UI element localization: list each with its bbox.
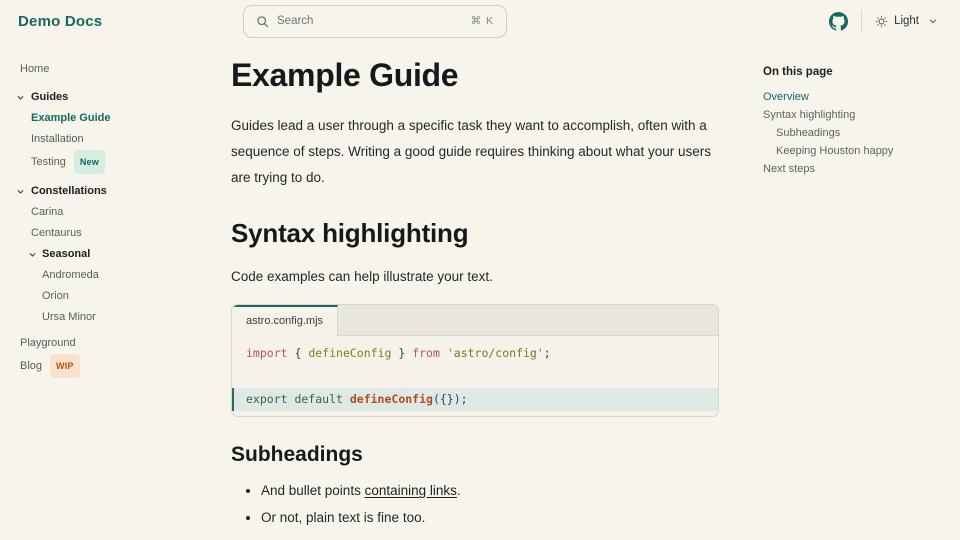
toc-item-overview[interactable]: Overview <box>763 91 809 103</box>
sidebar-item-home[interactable]: Home <box>20 63 50 75</box>
sidebar-group-seasonal[interactable]: Seasonal <box>0 244 231 265</box>
sidebar-item-testing[interactable]: Testing New <box>0 150 231 174</box>
new-badge: New <box>74 150 105 174</box>
sidebar-item-blog[interactable]: Blog WIP <box>0 354 231 378</box>
bullet-item-links: • And bullet points containing links. <box>261 482 719 500</box>
code-line-blank <box>232 365 718 388</box>
github-icon[interactable] <box>829 12 848 31</box>
sidebar-item-centaurus[interactable]: Centaurus <box>31 227 82 239</box>
bullet-item-plain: • Or not, plain text is fine too. <box>261 509 719 527</box>
sidebar-item-carina[interactable]: Carina <box>31 206 64 218</box>
code-tabstrip <box>232 305 718 336</box>
code-content <box>232 336 718 416</box>
toc-item-next-steps[interactable]: Next steps <box>763 163 815 175</box>
site-header <box>0 0 960 42</box>
header-divider <box>861 10 862 32</box>
sidebar-item-ursa-minor[interactable]: Ursa Minor <box>42 311 96 323</box>
sidebar-item-orion[interactable]: Orion <box>42 290 69 302</box>
chevron-down-icon <box>16 187 25 196</box>
syntax-lead-paragraph: Code examples can help illustrate your text. <box>231 268 493 284</box>
sidebar-nav <box>0 42 231 540</box>
sidebar-group-constellations[interactable]: Constellations <box>0 181 231 202</box>
sidebar-group-guides[interactable]: Guides <box>0 87 231 108</box>
chevron-down-icon <box>928 16 938 26</box>
page-title: Example Guide <box>231 57 459 93</box>
toc-title: On this page <box>763 66 833 78</box>
search-placeholder: Search <box>277 15 314 27</box>
theme-select[interactable] <box>875 15 938 28</box>
toc-item-keeping-houston-happy[interactable]: Keeping Houston happy <box>776 145 894 157</box>
code-block <box>231 304 719 417</box>
sidebar-item-andromeda[interactable]: Andromeda <box>42 269 99 281</box>
toc-item-subheadings[interactable]: Subheadings <box>776 127 841 139</box>
sun-icon <box>875 15 888 28</box>
toc-panel <box>763 42 893 540</box>
theme-label: Light <box>894 15 919 27</box>
tab-astro-config[interactable]: astro.config.mjs <box>232 305 338 336</box>
chevron-down-icon <box>28 250 37 259</box>
containing-links-link[interactable]: containing links <box>364 482 457 498</box>
intro-paragraph: Guides lead a user through a specific task they want to accomplish, often with a sequence of steps. Writing a good guide requires thinking about what your users are trying to do. <box>231 117 712 186</box>
syntax-highlighting-heading: Syntax highlighting <box>231 217 469 248</box>
site-title[interactable]: Demo Docs <box>18 12 103 30</box>
bullet-list <box>231 482 719 527</box>
search-input[interactable] <box>243 5 507 38</box>
main-content <box>231 42 719 540</box>
toc-item-syntax-highlighting[interactable]: Syntax highlighting <box>763 109 856 121</box>
subheadings-heading: Subheadings <box>231 442 363 466</box>
chevron-down-icon <box>16 93 25 102</box>
sidebar-item-playground[interactable]: Playground <box>20 337 76 349</box>
sidebar-item-installation[interactable]: Installation <box>31 133 84 145</box>
search-icon <box>256 15 269 28</box>
page-body <box>0 42 960 540</box>
sidebar-item-example-guide[interactable]: Example Guide <box>31 112 111 124</box>
wip-badge: WIP <box>50 354 80 378</box>
search-shortcut: ⌘ K <box>470 15 494 27</box>
header-actions <box>829 10 938 32</box>
code-line-1: import { defineConfig } from 'astro/config'; <box>246 345 551 360</box>
code-line-highlighted: export default defineConfig({}); <box>232 388 718 411</box>
